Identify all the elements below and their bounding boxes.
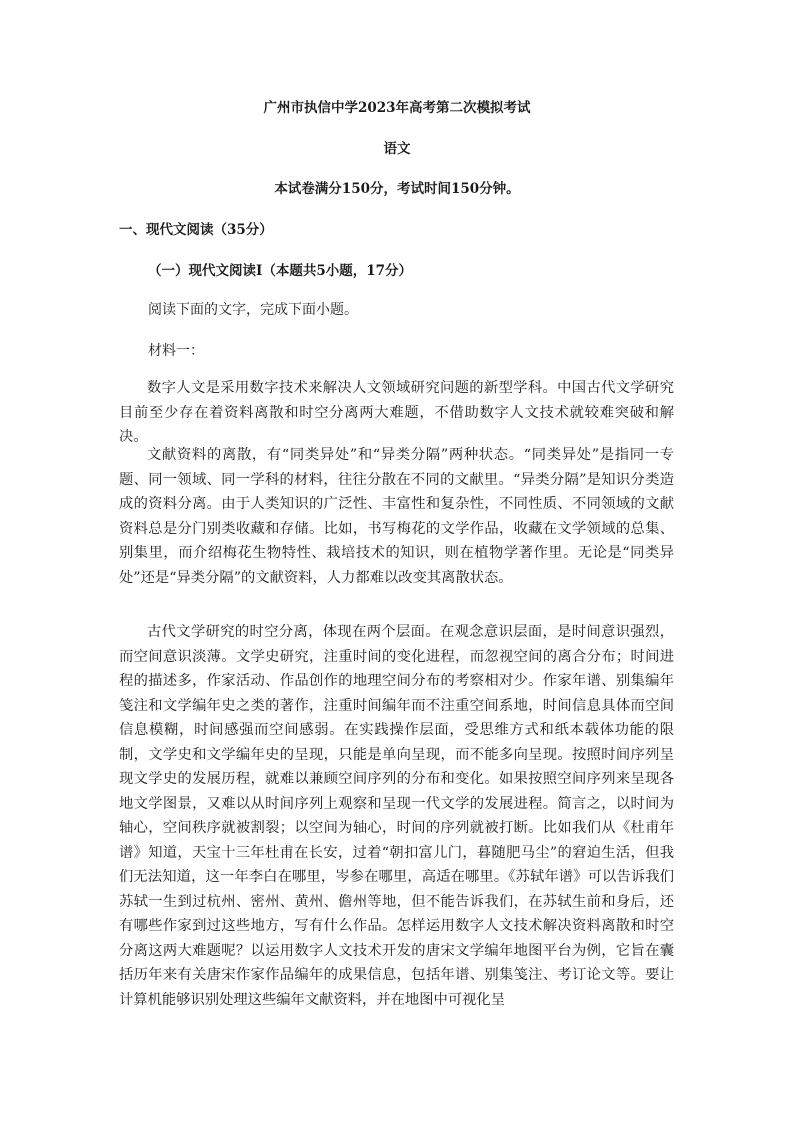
subject-title: 语文 [383, 141, 411, 157]
paragraph-2: 文献资料的离散，有“同类异处”和“异类分隔”两种状态。“同类异处”是指同一专题、同一领域、同一学科的材料，往往分散在不同的文献里。“异类分隔”是知识分类造成的资料分离。由于人类知识的广泛性、丰富性和复杂性，不同性质、不同领域的文献资料总是分门别类收藏和存储。比如，书写梅花的文学作品，收藏在文学领域的总集、别集里，而介绍梅花生物特性、栽培技术的知识，则在植物学著作里。无论是“同类异处”还是“异类分隔”的文献资料，人力都难以改变其离散状态。 [119, 447, 674, 586]
paragraph-3: 古代文学研究的时空分离，体现在两个层面。在观念意识层面，是时间意识强烈，而空间意识淡薄。文学史研究，注重时间的变化进程，而忽视空间的离合分布；时间进程的描述多，作家活动、作品创作的地理空间分布的考察相对少。作家年谱、别集编年笺注和文学编年史之类的著作，注重时间编年而不注重空间系地，时间信息具体而空间信息模糊，时间感强而空间感弱。在实践操作层面，受思维方式和纸本载体功能的限制，文学史和文学编年史的呈现，只能是单向呈现，而不能多向呈现。按照时间序列呈现文学史的发展历程，就难以兼顾空间序列的分布和变化。如果按照空间序列来呈现各地文学图景，又难以从时间序列上观察和呈现一代文学的发展进程。简言之，以时间为轴心，空间秩序就被割裂；以空间为轴心，时间的序列就被打断。比如我们从《杜甫年谱》知道，天宝十三年杜甫在长安，过着“朝扣富儿门，暮随肥马尘”的窘迫生活，但我们无法知道，这一年李白在哪里，岑参在哪里，高适在哪里。《苏轼年谱》可以告诉我们苏轼一生到过杭州、密州、黄州、儋州等地，但不能告诉我们，在苏轼生前和身后，还有哪些作家到过这些地方，写有什么作品。怎样运用数字人文技术解决资料离散和时空分离这两大难题呢？以运用数字人文技术开发的唐宋文学编年地图平台为例，它旨在囊括历年来有关唐宋作家作品编年的成果信息，包括年谱、别集笺注、考订论文等。要让计算机能够识别处理这些编年文献资料，并在地图中可视化呈 [119, 624, 674, 1008]
material-label: 材料一： [148, 343, 204, 359]
section-heading: 一、现代文阅读（35分） [119, 222, 273, 238]
reading-instruction: 阅读下面的文字，完成下面小题。 [148, 302, 358, 318]
paragraph-1: 数字人文是采用数字技术来解决人文领域研究问题的新型学科。中国古代文学研究目前至少存在着资料离散和时空分离两大难题，不借助数字人文技术就较难突破和解决。 [119, 380, 674, 445]
exam-note: 本试卷满分150分，考试时间150分钟。 [274, 181, 520, 197]
subsection-heading: （一）现代文阅读Ⅰ（本题共5小题，17分） [148, 263, 412, 279]
exam-title: 广州市执信中学2023年高考第二次模拟考试 [263, 100, 531, 116]
